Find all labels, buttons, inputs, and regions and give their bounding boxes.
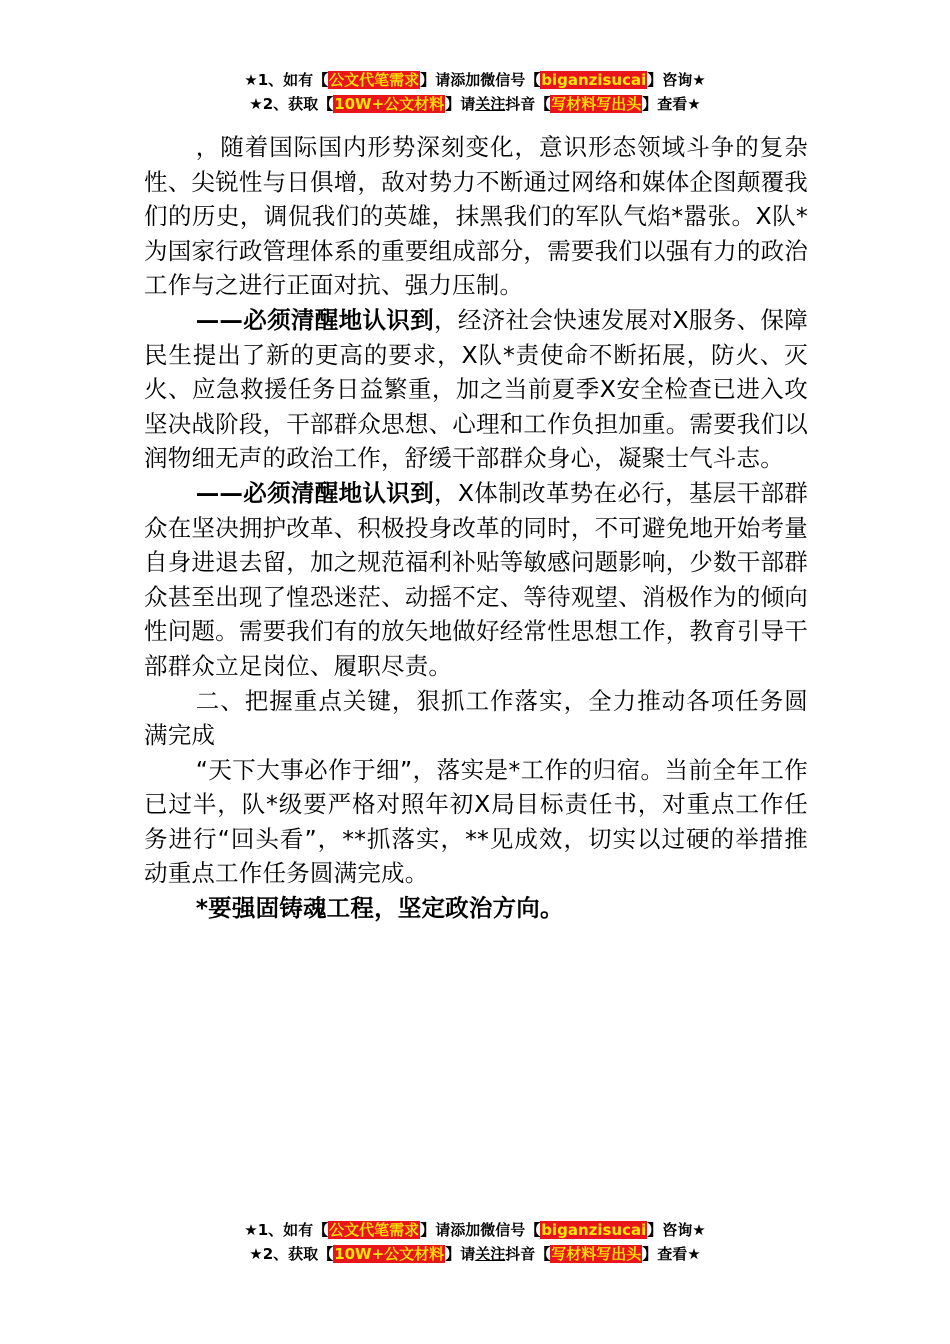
banner-line-2 xyxy=(0,1242,950,1266)
douyin-id-highlight: 写材料写出头 xyxy=(551,1245,642,1263)
banner-text: ★2、获取【 xyxy=(249,95,334,113)
banner-highlight: 公文代笔需求 xyxy=(329,1221,420,1239)
banner-text: 】查看★ xyxy=(642,95,701,113)
bottom-banner xyxy=(0,1218,950,1266)
banner-highlight: 10W+公文材料 xyxy=(334,95,445,113)
top-banner xyxy=(0,68,950,116)
wechat-id-highlight: biganzisucai xyxy=(541,71,647,89)
banner-line-2 xyxy=(0,92,950,116)
emphasis-lead: ——必须清醒地认识到 xyxy=(195,478,434,507)
banner-text: 】请添加微信号【 xyxy=(420,71,541,89)
banner-text: 抖音【 xyxy=(505,95,551,113)
paragraph xyxy=(144,303,808,476)
paragraph-text: ，经济社会快速发展对X服务、保障民生提出了新的更高的要求，X队*责使命不断拓展，防火、灭火、应急救援任务日益繁重，加之当前夏季X安全检查已进入攻坚决战阶段，干部群众思想、心理和工作负担加重。需要我们以润物细无声的政治工作，舒缓干部群众身心，凝聚士气斗志。 xyxy=(144,305,808,473)
banner-line-1 xyxy=(0,1218,950,1242)
banner-text: 】查看★ xyxy=(642,1245,701,1263)
paragraph xyxy=(144,476,808,684)
document-body xyxy=(144,130,808,926)
banner-line-1 xyxy=(0,68,950,92)
paragraph: “天下大事必作于细”，落实是*工作的归宿。当前全年工作已过半，队*级要严格对照年初X局目标责任书，对重点工作任务进行“回头看”，**抓落实，**见成效，切实以过硬的举措推动重点工作任务圆满完成。 xyxy=(144,755,808,888)
banner-text: 】咨询★ xyxy=(647,71,706,89)
banner-text: 】咨询★ xyxy=(647,1221,706,1239)
banner-text: 抖音【 xyxy=(505,1245,551,1263)
banner-text: ★2、获取【 xyxy=(249,1245,334,1263)
banner-text: ★1、如有【 xyxy=(244,71,329,89)
banner-text: 】请 xyxy=(445,95,476,113)
banner-text: 】请 xyxy=(445,1245,476,1263)
wechat-id-highlight: biganzisucai xyxy=(541,1221,647,1239)
banner-highlight: 公文代笔需求 xyxy=(329,71,420,89)
subsection-heading: *要强固铸魂工程，坚定政治方向。 xyxy=(195,894,564,923)
banner-underlined-text: 关注 xyxy=(475,1245,506,1263)
paragraph-text: ，X体制改革势在必行，基层干部群众在坚决拥护改革、积极投身改革的同时，不可避免地开始考量自身进退去留，加之规范福利补贴等敏感问题影响，少数干部群众甚至出现了惶恐迷茫、动摇不定、等待观望、消极作为的倾向性问题。需要我们有的放矢地做好经常性思想工作，教育引导干部群众立足岗位、履职尽责。 xyxy=(144,478,808,680)
emphasis-lead: ——必须清醒地认识到 xyxy=(195,305,434,334)
douyin-id-highlight: 写材料写出头 xyxy=(551,95,642,113)
banner-highlight: 10W+公文材料 xyxy=(334,1245,445,1263)
banner-text: ★1、如有【 xyxy=(244,1221,329,1239)
banner-underlined-text: 关注 xyxy=(475,95,506,113)
paragraph: ，随着国际国内形势深刻变化，意识形态领域斗争的复杂性、尖锐性与日俱增，敌对势力不断通过网络和媒体企图颠覆我们的历史，调侃我们的英雄，抹黑我们的军队气焰*嚣张。X队*为国家行政管理体系的重要组成部分，需要我们以强有力的政治工作与之进行正面对抗、强力压制。 xyxy=(144,133,808,300)
section-heading: 二、把握重点关键，狠抓工作落实，全力推动各项任务圆满完成 xyxy=(144,686,808,750)
banner-text: 】请添加微信号【 xyxy=(420,1221,541,1239)
